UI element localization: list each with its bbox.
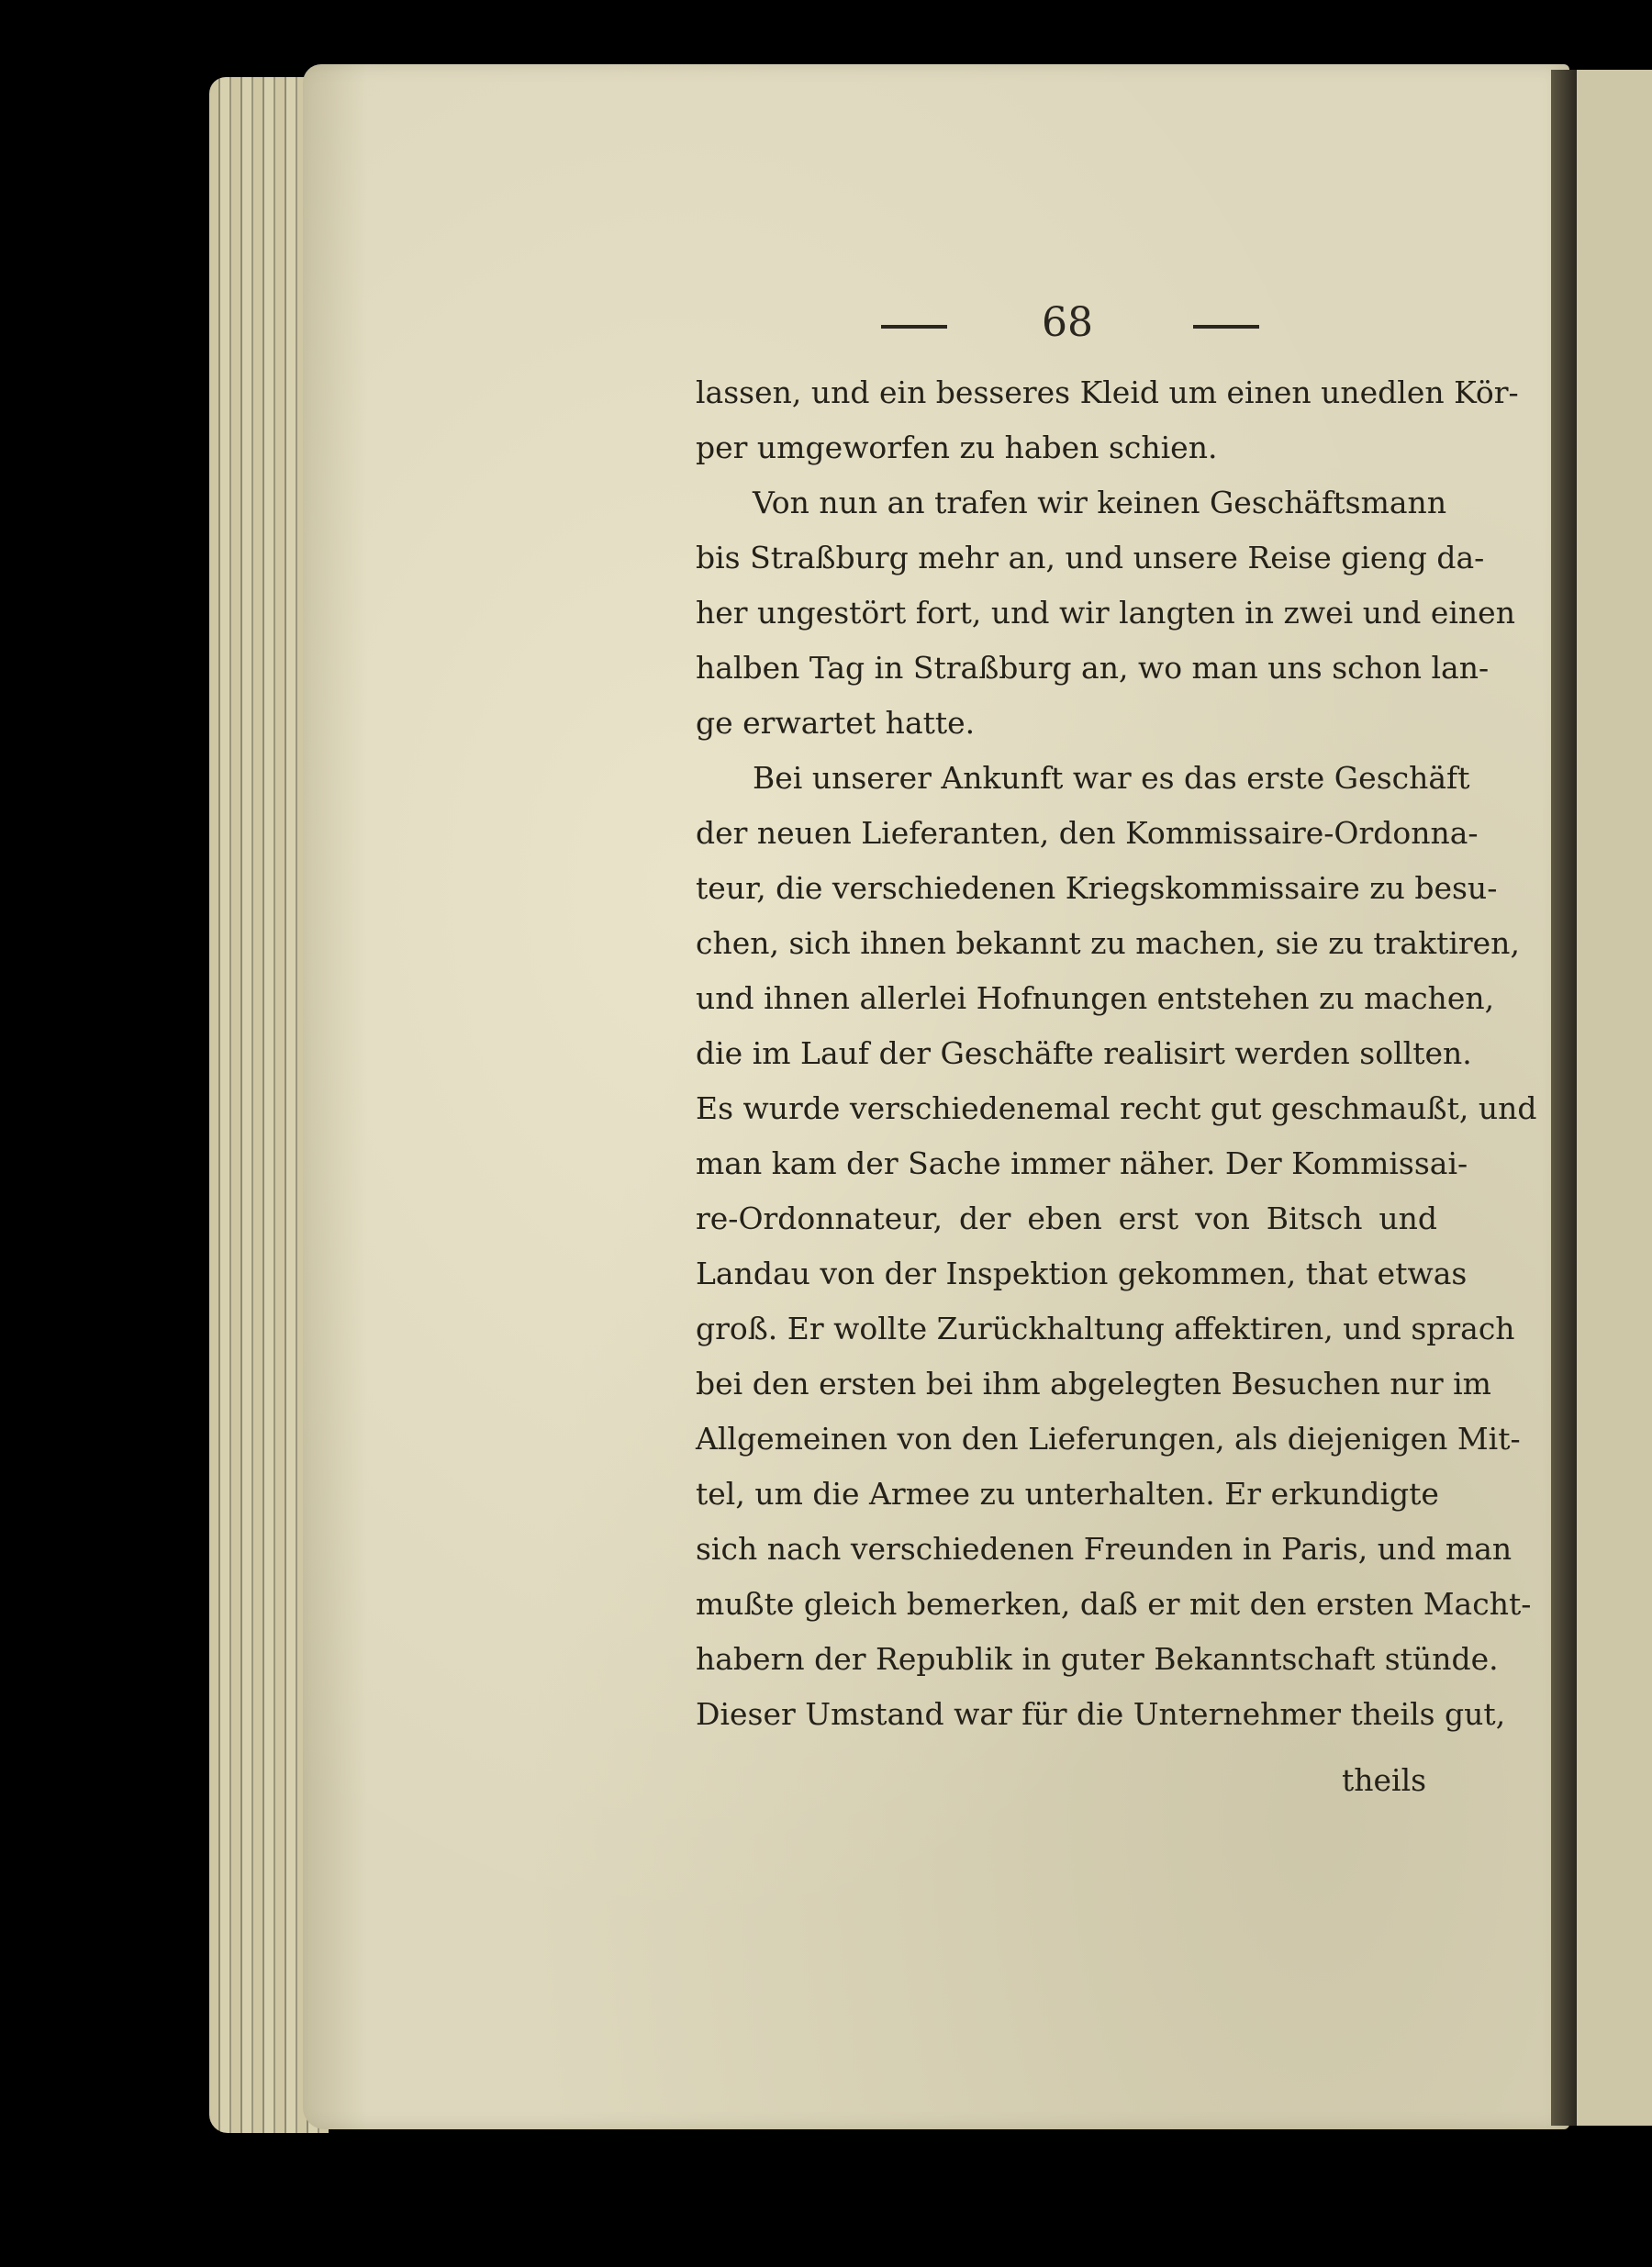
page-header — [881, 299, 1294, 354]
text-line: tel, um die Armee zu unterhalten. Er erkundigte — [696, 1476, 1439, 1512]
text-line: Allgemeinen von den Lieferungen, als diejenigen Mit- — [696, 1421, 1521, 1457]
text-line: teur, die verschiedenen Kriegskommissaire zu besu- — [696, 870, 1498, 906]
text-line: Bei unserer Ankunft war es das erste Geschäft — [753, 760, 1470, 796]
text-line: ge erwartet hatte. — [696, 705, 976, 741]
text-line: lassen, und ein besseres Kleid um einen unedlen Kör- — [696, 374, 1519, 410]
text-line: habern der Republik in guter Bekanntschaft stünde. — [696, 1641, 1499, 1677]
header-dash-left — [881, 325, 947, 329]
text-line: Von nun an trafen wir keinen Geschäftsmann — [753, 485, 1447, 520]
text-line: groß. Er wollte Zurückhaltung affektiren, und sprach — [696, 1311, 1515, 1346]
text-line: chen, sich ihnen bekannt zu machen, sie zu traktiren, — [696, 925, 1520, 961]
facing-page-edge — [1577, 70, 1652, 2126]
text-line: der neuen Lieferanten, den Kommissaire-Ordonna- — [696, 815, 1479, 851]
page-number: 68 — [1042, 299, 1093, 346]
book-gutter — [1551, 70, 1577, 2126]
text-line: re-Ordonnateur, der eben erst von Bitsch und — [696, 1201, 1437, 1236]
text-line: mußte gleich bemerken, daß er mit den ersten Macht- — [696, 1586, 1532, 1622]
text-line: per umgeworfen zu haben schien. — [696, 430, 1218, 465]
text-line: und ihnen allerlei Hofnungen entstehen zu machen, — [696, 980, 1495, 1016]
text-line: Es wurde verschiedenemal recht gut geschmaußt, und — [696, 1090, 1537, 1126]
header-dash-right — [1193, 325, 1259, 329]
text-line: bei den ersten bei ihm abgelegten Besuchen nur im — [696, 1366, 1491, 1402]
text-line: man kam der Sache immer näher. Der Kommissai- — [696, 1145, 1468, 1181]
text-line: sich nach verschiedenen Freunden in Paris, und man — [696, 1531, 1512, 1567]
text-line: bis Straßburg mehr an, und unsere Reise gieng da- — [696, 540, 1485, 575]
text-line: Dieser Umstand war für die Unternehmer theils gut, — [696, 1696, 1506, 1732]
text-line: die im Lauf der Geschäfte realisirt werden sollten. — [696, 1035, 1472, 1071]
text-line: halben Tag in Straßburg an, wo man uns schon lan- — [696, 650, 1490, 686]
text-line: Landau von der Inspektion gekommen, that etwas — [696, 1256, 1468, 1291]
catchword: theils — [1342, 1762, 1427, 1798]
text-line: her ungestört fort, und wir langten in zwei und einen — [696, 595, 1515, 631]
body-text — [696, 365, 1537, 1742]
